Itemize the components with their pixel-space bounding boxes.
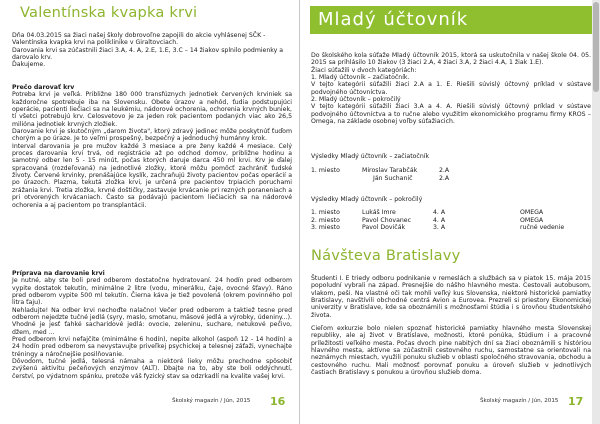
- body-paragraph: V tejto kategórii súťažili žiaci 3.A a 4. A. Riešili súvislý účtovný príklad v sústave podvojného účtovníctva a to ručne alebo využitím ekonomického programu firmy KROS – Omega, na základe osobnej voľby súťažiacich.: [311, 103, 591, 126]
- section-why-donate: [12, 84, 292, 209]
- body-paragraph: Potreba krvi je veľká. Približne 180 000 transfúznych jednotiek červených krviniek sa každoročne spotrebuje iba na Slovensku. Obete úrazov a nehôd, ťudia podstupujúci operácie, pacienti liečiaci sa na leukémiu, nádorové ochorenia, ochorenia krvných buniek, tí všetci potrebujú krv. Celosvetovo je za jeden rok pacientom podaných viac ako 26,5 milióna jednotiek krvných zložiek.: [12, 91, 292, 128]
- bratislava-title: Návšteva Bratislavy: [311, 247, 461, 264]
- result-class: 3. A: [433, 224, 446, 232]
- results-advanced: [311, 196, 591, 232]
- body-paragraph: Nehladujte! Na odber krvi nechoďte nalačno! Večer pred odberom a taktiež tesne pred odberom nejedzte tučné jedlá (syry, maslo, smotanu, mäsové jedlá a výrobky, údeniny...). Vhodné je jesť ťahké sacharidové jedlá: ovocie, zeleninu, suchare, netukové pečivo, džem, med ...: [12, 306, 292, 336]
- result-note: OMEGA: [520, 209, 544, 217]
- accountant-block: [311, 52, 591, 125]
- result-class: 2.A: [439, 167, 450, 175]
- intro-paragraph: Darovania krvi sa zúčastnili žiaci 3.A, 4. A, 2.E, 1.E, 3.C – 14 žiakov splnilo podmienky a darovalo krv.: [12, 46, 284, 62]
- body-paragraph: Je nutné, aby ste boli pred odberom dostatočne hydratovaní. 24 hodín pred odberom vypite dostatok tekutín, minimálne 2 litre (vodu, minerálku, čaje, ovocné šťavy). Ráno pred odberom vypite 500 ml tekutín. Čierna káva je tiež povolená (okrem povinného pol litra ťaju).: [12, 277, 292, 307]
- result-place: 1. miesto: [311, 209, 340, 217]
- right-page-title: Mladý účtovník: [310, 6, 598, 34]
- category-label: 1. Mladý účtovník – začiatočník.: [311, 74, 410, 82]
- body-paragraph: Interval darovania je pre mužov každé 3 mesiace a pre ženy každé 4 mesiace. Celý proces darovania krvi trvá, od registrácie až po odchod domov, približne hodinu a samotný odber len 5 - 15 minút, počas ktorých daruje darca 450 ml krvi. Krv je ďalej spracovaná (rozdeľovaná) na jednotlivé zložky, ktoré môžu pomôcť zachrániť ťudské životy. Červené krvinky, prenášajúce kyslík, zachraňujú životy pacientov počas operácií a po úrazoch. Plazma, tekutá zložka krvi, je určená pre pacientov trpiacich poruchami zrážania krvi. Tretia zložka, krvné doštičky, zastavuje krvácanie pri rezných poraneniach a pri otvorených krvácaniach. Často sa podávajú pacientom liečiacich sa na nádorové ochorenia a aj pacientom po transplantácii.: [12, 142, 292, 209]
- body-paragraph: Pred odberom krvi nefajčite (minimálne 6 hodín), nepite alkohol (aspoň 12 - 14 hodín) a 24 hodín pred odberom sa nevystavujte priveľkej psychickej a telesnej záťaži, vynechajte tréningy a náročnejšie posilňovanie.: [12, 336, 292, 358]
- result-class: 4. A: [433, 216, 446, 224]
- body-paragraph: Cieľom exkurzie bolo nielen spoznať historické pamiatky hlavného mesta Slovenskej republiky, ale aj život v Bratislave, možnosti, ktoré ponúka, štúdium i a pracovné príležitosti veľkého mesta. Počas dvoch pine nabitých dní sa žiaci oboznámili s históriou hlavného mesta, aktívne sa zúčastnili cestovného ruchu, samostatne sa orientovali na neznámych miestach, využili ponuku služieb v oblasti spoločného stravovania, obchodu a cestovného ruchu. Mali možnosť porovnať ponuku a úroveň služieb v jednotlivých častiach Bratislavy s ponukou a úrovňou služieb doma.: [311, 325, 591, 377]
- result-row: [311, 175, 591, 182]
- result-class: 2.A: [439, 174, 450, 182]
- result-note: OMEGA: [520, 216, 544, 224]
- page-right: [300, 0, 600, 424]
- scrollbar-thumb[interactable]: [593, 2, 599, 92]
- result-place: 2. miesto: [311, 216, 340, 224]
- body-paragraph: Do školského kola súťaže Mladý účtovník 2015, ktorá sa uskutočnila v našej škole 04. 05. 2015 sa prihlásilo 10 žiakov (3 žiaci 2.A, 4 žiaci 3.A, 2 žiaci 4.A, 1 žiak 1.E).: [311, 52, 591, 67]
- body-paragraph: Darovanie krvi je skutočným „darom života", ktorý zdravý jedinec môže poskytnúť ťuďom chorým a po úraze. Je to veľmi prospešný, bezpečný a jednoduchý humánny krok.: [12, 128, 292, 143]
- result-name: Lukáš Imre: [362, 209, 396, 217]
- body-paragraph: V tejto kategórii súťažili žiaci 2.A a 1. E. Riešili súvislý účtovný príklad v sústave podvojného účtovníctva.: [311, 81, 591, 96]
- intro-paragraph: Ďakujeme.: [12, 61, 46, 69]
- section-preparation: [12, 270, 292, 380]
- result-name: Pavol Chovanec: [362, 216, 411, 224]
- result-row: [311, 224, 591, 231]
- vertical-scrollbar[interactable]: [592, 0, 600, 424]
- page-number: 16: [270, 395, 286, 408]
- section-heading: Prečo darovať krv: [12, 84, 75, 91]
- page-footer: Školský magazín / Jún, 2015: [480, 398, 559, 404]
- body-paragraph: Žiaci súťažili v dvoch kategóriách:: [311, 66, 417, 74]
- intro-paragraph: Dňa 04.03.2015 sa žiaci našej školy dobrovoľne zapojili do akcie vyhlásenej SČK - Valentínska kvapka krvi na poliklinike v Giraltovciach.: [12, 32, 266, 47]
- result-note: ručné vedenie: [520, 224, 565, 232]
- result-name: Miroslav Tarabčák: [362, 167, 418, 175]
- result-name: Ján Suchanič: [373, 174, 413, 182]
- result-name: Pavol Dovičák: [362, 224, 406, 232]
- body-paragraph: Dôvodom, tučné jedlá, telesná námaha a niektoré lieky môžu prechodne spôsobiť zvýšenú aktivitu pečeňových enzýmov (ALT). Dbajte na to, aby ste boli oddýchnutí, čerství, po výdatnom spánku, pretože váš fyzický stav sa odzrkadlí na kvalite vašej krvi.: [12, 358, 292, 380]
- result-row: [311, 209, 591, 216]
- page-number: 17: [568, 395, 584, 408]
- result-row: [311, 167, 591, 174]
- result-place: 3. miesto: [311, 224, 340, 232]
- bratislava-block: [311, 275, 591, 376]
- results-heading: Výsledky Mladý účtovník – začiatočník: [311, 153, 430, 160]
- results-heading: Výsledky Mladý účtovník – pokročilý: [311, 196, 423, 203]
- results-beginner: [311, 153, 591, 182]
- body-paragraph: Študenti I. E triedy odboru podnikanie v remeslách a službách sa v piatok 15. mája 2015 popoludní vybrali na západ. Presnejšie do nášho hlavného mesta. Cestovali autobusom, vlakom, peši. Na vlastné oči tak mohli veľký kus Slovenska, niektoré historické pamiatky Bratislavy, navštívili obchodné centrá Avion a Eurovea. Prezreli si priestory Ekonomickej univerzity v Bratislave, kde sa oboznámili s možnosťami štúdia i s úrovňou študentského života.: [311, 275, 591, 319]
- page-footer: Školský magazín / Jún, 2015: [172, 398, 251, 404]
- left-page-title: Valentínska kvapka krvi: [20, 4, 198, 21]
- result-class: 4. A: [433, 209, 446, 217]
- section-heading: Príprava na darovanie krvi: [12, 270, 105, 277]
- category-label: 2. Mladý účtovník – pokročilý: [311, 96, 401, 104]
- intro-block: [12, 32, 292, 69]
- result-place: 1. miesto: [311, 167, 340, 175]
